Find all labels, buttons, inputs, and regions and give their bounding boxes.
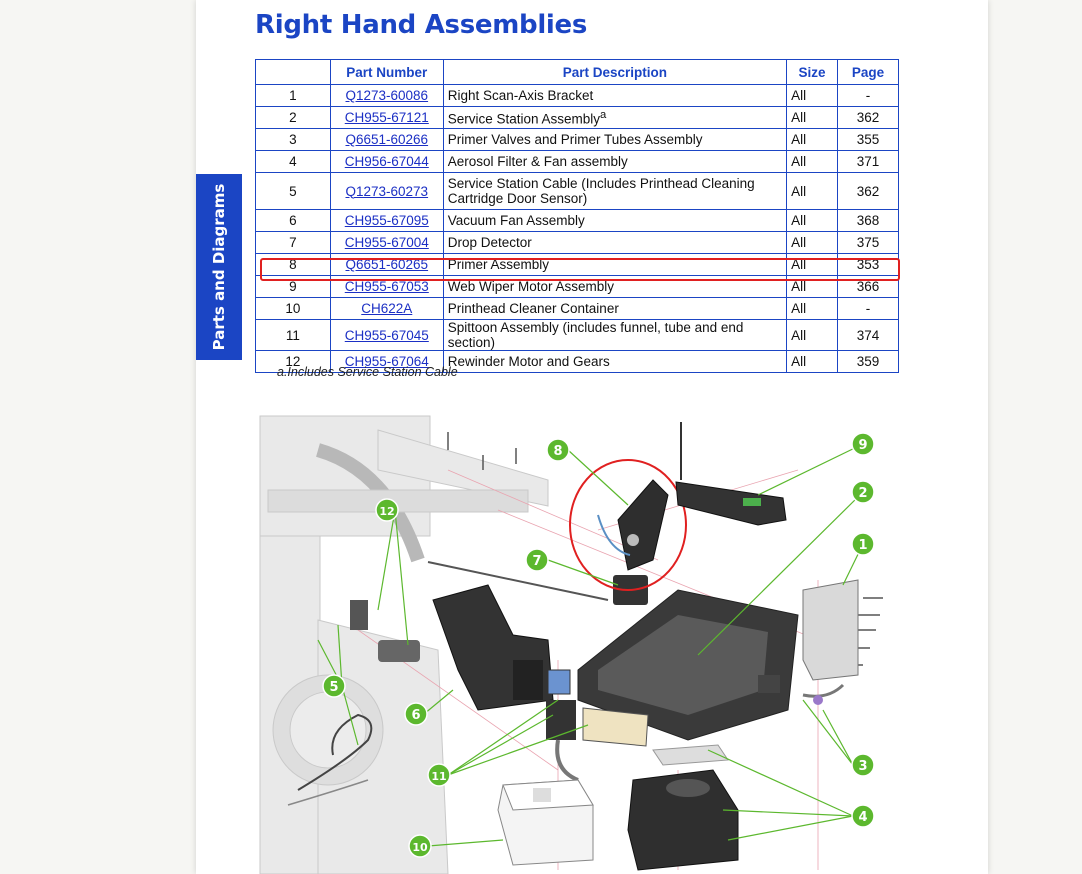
page-cell: 374 bbox=[838, 320, 899, 351]
page-cell: 368 bbox=[838, 210, 899, 232]
size-cell: All bbox=[787, 173, 838, 210]
part-number-cell bbox=[330, 232, 443, 254]
callout-number: 8 bbox=[553, 444, 563, 459]
part-description-cell bbox=[443, 85, 786, 107]
page-cell: - bbox=[838, 298, 899, 320]
part-description: Drop Detector bbox=[447, 235, 532, 250]
part-description-cell bbox=[443, 129, 786, 151]
callout-number: 9 bbox=[858, 438, 868, 453]
row-index: 12 bbox=[256, 351, 331, 373]
callout-10 bbox=[409, 835, 431, 857]
exploded-assembly-diagram bbox=[258, 410, 898, 874]
size-cell: All bbox=[787, 85, 838, 107]
callout-number: 12 bbox=[379, 505, 395, 518]
part-number-cell bbox=[330, 210, 443, 232]
table-row bbox=[256, 129, 899, 151]
part-description-cell bbox=[443, 298, 786, 320]
page-cell: 353 bbox=[838, 254, 899, 276]
page-cell: 362 bbox=[838, 107, 899, 129]
part-number-link[interactable]: CH955-67064 bbox=[344, 354, 429, 369]
part-number-link[interactable]: CH955-67121 bbox=[344, 110, 429, 125]
part-10-cleaner-container bbox=[498, 780, 593, 865]
size-cell: All bbox=[787, 232, 838, 254]
table-row bbox=[256, 232, 899, 254]
callout-number: 10 bbox=[412, 841, 428, 854]
page-cell: 359 bbox=[838, 351, 899, 373]
callout-8 bbox=[547, 439, 569, 461]
header-size: Size bbox=[787, 60, 838, 85]
size-cell: All bbox=[787, 210, 838, 232]
page-title: Right Hand Assemblies bbox=[255, 10, 588, 40]
row-index: 8 bbox=[256, 254, 331, 276]
part-description-cell bbox=[443, 232, 786, 254]
part-description-cell bbox=[443, 320, 786, 351]
part-number-link[interactable]: Q6651-60265 bbox=[345, 257, 429, 272]
table-row bbox=[256, 320, 899, 351]
callout-number: 11 bbox=[431, 770, 447, 783]
row-index: 7 bbox=[256, 232, 331, 254]
part-8-primer-assembly bbox=[598, 480, 668, 570]
page-cell: 362 bbox=[838, 173, 899, 210]
row-index: 4 bbox=[256, 151, 331, 173]
callout-number: 1 bbox=[858, 538, 868, 553]
header-page: Page bbox=[838, 60, 899, 85]
page-cell: 375 bbox=[838, 232, 899, 254]
page-cell: - bbox=[838, 85, 899, 107]
part-number-cell bbox=[330, 129, 443, 151]
row-index: 2 bbox=[256, 107, 331, 129]
part-description: Spittoon Assembly (includes funnel, tube and end section) bbox=[447, 320, 744, 350]
table-row bbox=[256, 173, 899, 210]
parts-table-body bbox=[256, 85, 899, 373]
size-cell: All bbox=[787, 320, 838, 351]
part-description-cell bbox=[443, 351, 786, 373]
part-number-cell bbox=[330, 85, 443, 107]
part-number-cell bbox=[330, 151, 443, 173]
part-1-bracket bbox=[803, 580, 858, 680]
callout-number: 2 bbox=[858, 486, 868, 501]
table-row bbox=[256, 107, 899, 129]
callout-5 bbox=[323, 675, 345, 697]
part-description-cell bbox=[443, 107, 786, 129]
header-part-description: Part Description bbox=[443, 60, 786, 85]
part-description: Vacuum Fan Assembly bbox=[447, 213, 585, 228]
callout-number: 5 bbox=[329, 680, 339, 695]
highlight-row-annotation bbox=[260, 258, 900, 281]
section-tab-label: Parts and Diagrams bbox=[210, 183, 228, 351]
callout-1 bbox=[852, 533, 874, 555]
part-description: Service Station Assembly bbox=[447, 111, 601, 127]
part-number-link[interactable]: Q1273-60273 bbox=[345, 183, 429, 199]
callout-4 bbox=[852, 805, 874, 827]
part-description-cell bbox=[443, 210, 786, 232]
parts-table bbox=[255, 59, 899, 373]
callout-6 bbox=[405, 703, 427, 725]
size-cell: All bbox=[787, 107, 838, 129]
size-cell: All bbox=[787, 129, 838, 151]
part-number-link[interactable]: CH955-67053 bbox=[344, 279, 429, 294]
part-description: Web Wiper Motor Assembly bbox=[447, 279, 615, 294]
part-number-link[interactable]: CH955-67095 bbox=[344, 213, 429, 228]
part-description: Primer Assembly bbox=[447, 257, 549, 272]
part-description: Rewinder Motor and Gears bbox=[447, 354, 610, 369]
row-index: 5 bbox=[256, 173, 331, 210]
row-index: 6 bbox=[256, 210, 331, 232]
callout-number: 6 bbox=[411, 708, 421, 723]
section-side-tab bbox=[196, 174, 242, 360]
callout-2 bbox=[852, 481, 874, 503]
row-index: 3 bbox=[256, 129, 331, 151]
part-description-cell bbox=[443, 151, 786, 173]
callout-7 bbox=[526, 549, 548, 571]
footnote-marker: a bbox=[600, 108, 607, 121]
table-header-row bbox=[256, 60, 899, 85]
callout-9 bbox=[852, 433, 874, 455]
callout-number: 3 bbox=[858, 759, 868, 774]
part-number-cell bbox=[330, 173, 443, 210]
part-number-link[interactable]: CH956-67044 bbox=[344, 154, 429, 169]
part-description: Printhead Cleaner Container bbox=[447, 301, 619, 316]
callout-11 bbox=[428, 764, 450, 786]
part-9-web-wiper bbox=[676, 422, 786, 525]
callout-number: 4 bbox=[858, 810, 868, 825]
size-cell: All bbox=[787, 351, 838, 373]
part-description: Service Station Cable (Includes Printhead Cleaning Cartridge Door Sensor) bbox=[447, 176, 755, 206]
size-cell: All bbox=[787, 254, 838, 276]
part-number-link[interactable]: Q1273-60086 bbox=[345, 88, 429, 103]
size-cell: All bbox=[787, 151, 838, 173]
callout-number: 7 bbox=[532, 554, 542, 569]
header-index bbox=[256, 60, 331, 85]
part-number-cell bbox=[330, 320, 443, 351]
row-index: 11 bbox=[256, 320, 331, 351]
part-number-link[interactable]: CH955-67045 bbox=[344, 327, 429, 343]
table-footnote: a.Includes Service Station Cable bbox=[277, 365, 458, 379]
table-row bbox=[256, 85, 899, 107]
header-part-number: Part Number bbox=[330, 60, 443, 85]
table-row bbox=[256, 210, 899, 232]
page-cell: 355 bbox=[838, 129, 899, 151]
part-description: Right Scan-Axis Bracket bbox=[447, 88, 594, 103]
page-cell: 366 bbox=[838, 276, 899, 298]
part-description-cell bbox=[443, 173, 786, 210]
part-4-aerosol-filter bbox=[628, 745, 738, 870]
part-description: Aerosol Filter & Fan assembly bbox=[447, 154, 628, 169]
size-cell: All bbox=[787, 298, 838, 320]
part-number-link[interactable]: CH622A bbox=[361, 301, 413, 316]
callout-12 bbox=[376, 499, 398, 521]
table-row bbox=[256, 151, 899, 173]
size-cell: All bbox=[787, 276, 838, 298]
part-description: Primer Valves and Primer Tubes Assembly bbox=[447, 132, 703, 147]
page-cell: 371 bbox=[838, 151, 899, 173]
part-number-link[interactable]: CH955-67004 bbox=[344, 235, 429, 250]
row-index: 10 bbox=[256, 298, 331, 320]
part-number-link[interactable]: Q6651-60266 bbox=[345, 132, 429, 147]
row-index: 9 bbox=[256, 276, 331, 298]
table-row bbox=[256, 298, 899, 320]
part-number-cell bbox=[330, 107, 443, 129]
callout-3 bbox=[852, 754, 874, 776]
part-number-cell bbox=[330, 298, 443, 320]
row-index: 1 bbox=[256, 85, 331, 107]
